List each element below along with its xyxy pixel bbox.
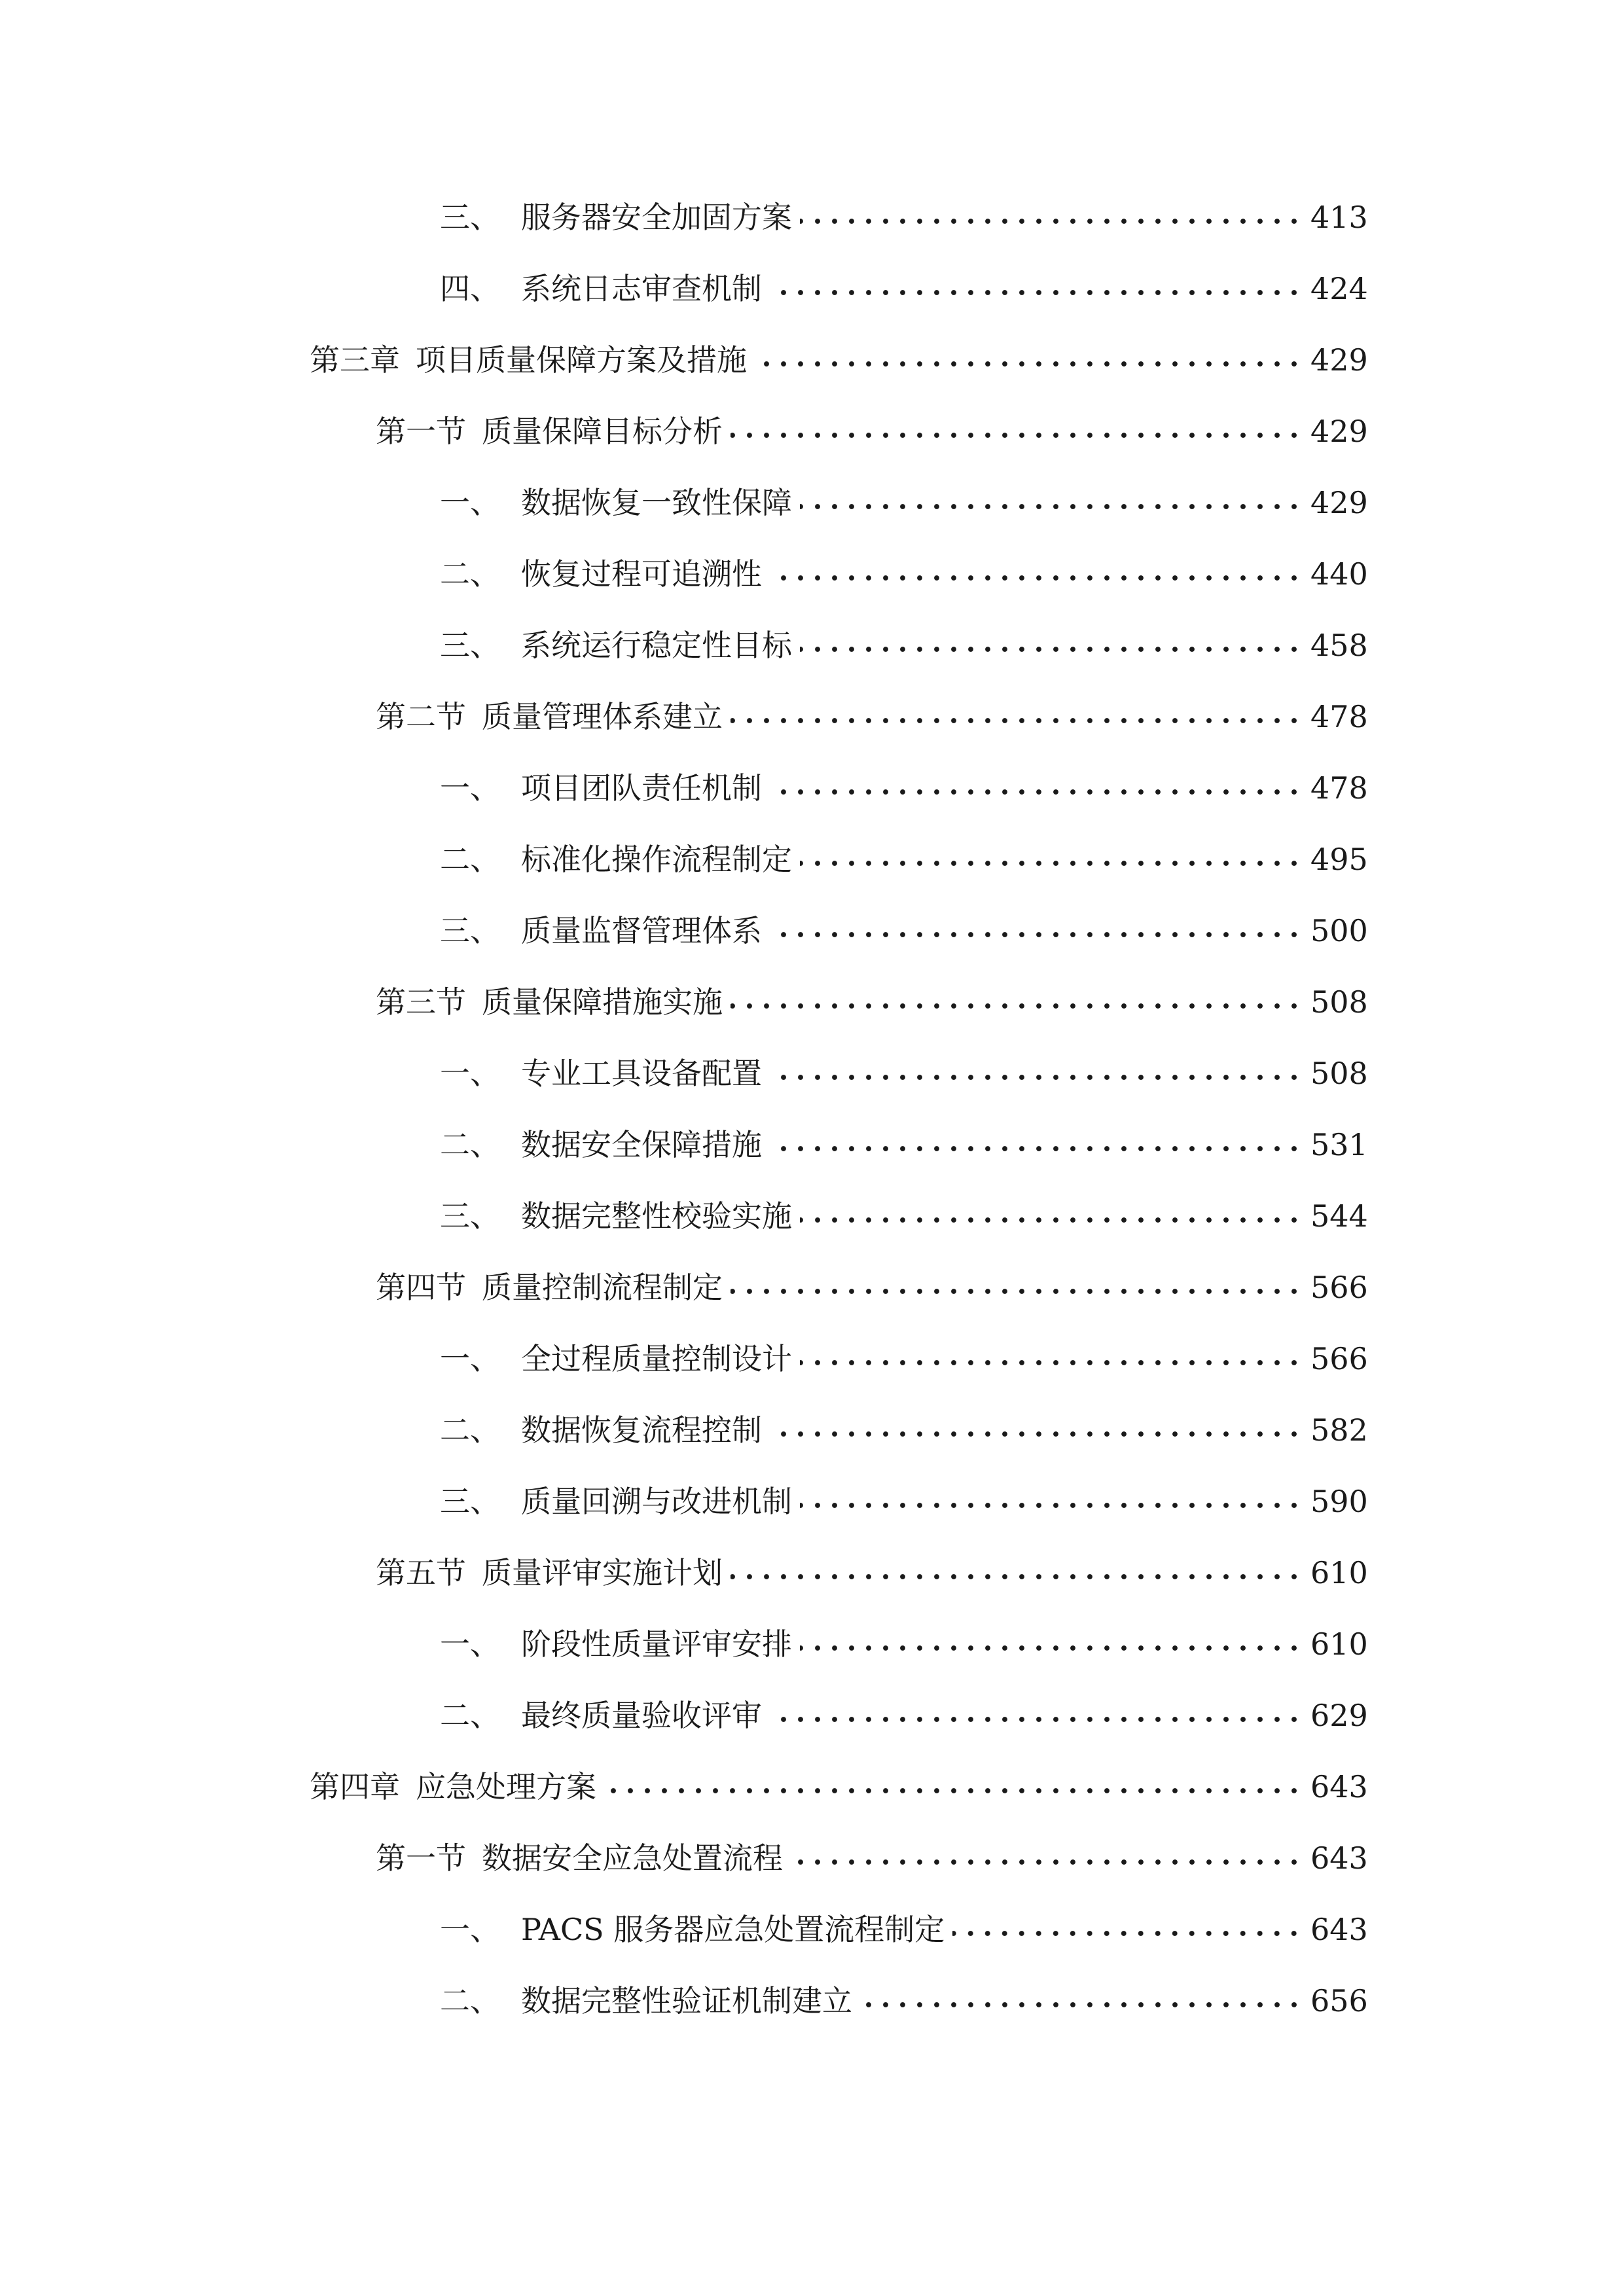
toc-entry-number: 三、 (440, 1484, 500, 1519)
toc-entry-title: 质量控制流程制定 (482, 1270, 723, 1305)
toc-entry-page: 544 (1310, 1198, 1368, 1234)
toc-entry-page: 429 (1310, 485, 1368, 520)
toc-entry-title: 质量回溯与改进机制 (521, 1484, 792, 1519)
toc-entry-page: 643 (1310, 1769, 1368, 1804)
toc-entry[interactable] (376, 1832, 1368, 1884)
toc-entry-title: 全过程质量控制设计 (521, 1341, 792, 1376)
toc-entry-title: 质量保障措施实施 (482, 984, 723, 1020)
toc-entry-page: 643 (1310, 1912, 1368, 1947)
toc-entry[interactable] (376, 976, 1368, 1028)
toc-entry-number: 第一节 (376, 414, 466, 449)
toc-entry-page: 440 (1310, 556, 1368, 592)
dot-leader (770, 925, 1303, 944)
toc-entry-title: 恢复过程可追溯性 (521, 556, 762, 592)
toc-entry-title: 质量监督管理体系 (521, 913, 762, 948)
toc-entry-number: 二、 (440, 1983, 500, 2018)
toc-entry-title: 质量评审实施计划 (482, 1555, 723, 1590)
toc-entry[interactable] (440, 1975, 1368, 2027)
toc-entry[interactable] (440, 1404, 1368, 1456)
toc-entry-number: 一、 (440, 1626, 500, 1662)
toc-entry-page: 429 (1310, 414, 1368, 449)
toc-entry-number: 三、 (440, 628, 500, 663)
toc-entry[interactable] (440, 1618, 1368, 1670)
toc-entry-number: 二、 (440, 842, 500, 877)
toc-entry[interactable] (440, 833, 1368, 886)
dot-leader (731, 425, 1303, 445)
toc-entry-page: 424 (1310, 271, 1368, 306)
toc-entry-number: 三、 (440, 1198, 500, 1234)
toc-entry[interactable] (440, 905, 1368, 957)
toc-entry-title: 数据恢复一致性保障 (521, 485, 792, 520)
toc-entry-page: 643 (1310, 1840, 1368, 1876)
toc-entry-title: 最终质量验收评审 (521, 1698, 762, 1733)
toc-entry[interactable] (440, 1047, 1368, 1100)
toc-entry[interactable] (440, 476, 1368, 529)
dot-leader (860, 1995, 1303, 2015)
toc-entry-number: 一、 (440, 1912, 500, 1947)
toc-entry-number: 一、 (440, 770, 500, 806)
dot-leader (731, 996, 1303, 1016)
toc-entry[interactable] (440, 762, 1368, 814)
toc-entry[interactable] (440, 548, 1368, 600)
toc-entry-number: 第三节 (376, 984, 466, 1020)
toc-entry[interactable] (376, 405, 1368, 457)
toc-entry-title: 质量保障目标分析 (482, 414, 723, 449)
toc-entry-number: 二、 (440, 1698, 500, 1733)
toc-entry-number: 二、 (440, 556, 500, 592)
dot-leader (800, 1210, 1303, 1230)
toc-entry-title: 数据安全应急处置流程 (482, 1840, 783, 1876)
toc-entry-title: 阶段性质量评审安排 (521, 1626, 792, 1662)
toc-entry-number: 第五节 (376, 1555, 466, 1590)
toc-entry-title: 项目团队责任机制 (521, 770, 762, 806)
toc-entry[interactable] (376, 1261, 1368, 1314)
toc-entry-number: 一、 (440, 1056, 500, 1091)
dot-leader (770, 1067, 1303, 1087)
dot-leader (800, 1638, 1303, 1658)
toc-entry-page: 508 (1310, 1056, 1368, 1091)
toc-entry-title: 系统日志审查机制 (521, 271, 762, 306)
toc-entry[interactable] (310, 1761, 1368, 1813)
dot-leader (952, 1924, 1303, 1943)
toc-entry-title: 数据安全保障措施 (521, 1127, 762, 1162)
toc-entry-number: 三、 (440, 200, 500, 235)
toc-entry-page: 566 (1310, 1341, 1368, 1376)
dot-leader (770, 782, 1303, 802)
toc-entry[interactable] (376, 1547, 1368, 1599)
dot-leader (731, 1567, 1303, 1587)
toc-entry[interactable] (440, 619, 1368, 672)
dot-leader (770, 283, 1303, 302)
toc-entry-title: 标准化操作流程制定 (521, 842, 792, 877)
toc-entry-number: 一、 (440, 1341, 500, 1376)
toc-entry-page: 629 (1310, 1698, 1368, 1733)
toc-entry-number: 第四章 (310, 1769, 400, 1804)
dot-leader (800, 497, 1303, 516)
dot-leader (731, 1282, 1303, 1301)
toc-entry-page: 610 (1310, 1555, 1368, 1590)
dot-leader (770, 568, 1303, 588)
dot-leader (755, 354, 1303, 374)
toc-entry-number: 第三章 (310, 342, 400, 378)
toc-entry-page: 429 (1310, 342, 1368, 378)
toc-entry-page: 656 (1310, 1983, 1368, 2018)
toc-entry-page: 500 (1310, 913, 1368, 948)
toc-entry-number: 一、 (440, 485, 500, 520)
toc-entry-page: 531 (1310, 1127, 1368, 1162)
toc-entry-title: 专业工具设备配置 (521, 1056, 762, 1091)
toc-entry[interactable] (376, 691, 1368, 743)
toc-entry-page: 495 (1310, 842, 1368, 877)
dot-leader (770, 1424, 1303, 1444)
toc-entry-number: 第一节 (376, 1840, 466, 1876)
toc-entry-title: 数据恢复流程控制 (521, 1412, 762, 1448)
toc-entry-page: 478 (1310, 770, 1368, 806)
dot-leader (800, 211, 1303, 231)
toc-entry[interactable] (440, 191, 1368, 243)
toc-entry[interactable] (440, 1190, 1368, 1242)
toc-entry-title: 服务器安全加固方案 (521, 200, 792, 235)
toc-entry[interactable] (310, 334, 1368, 386)
toc-entry-title: 项目质量保障方案及措施 (416, 342, 747, 378)
dot-leader (800, 1353, 1303, 1372)
toc-entry-number: 第二节 (376, 699, 466, 734)
toc-entry-page: 610 (1310, 1626, 1368, 1662)
dot-leader (800, 639, 1303, 659)
toc-entry-title: 质量管理体系建立 (482, 699, 723, 734)
toc-entry[interactable] (440, 1119, 1368, 1171)
toc-entry-page: 508 (1310, 984, 1368, 1020)
toc-entry-page: 458 (1310, 628, 1368, 663)
toc-entry-number: 二、 (440, 1127, 500, 1162)
toc-entry-number: 二、 (440, 1412, 500, 1448)
dot-leader (770, 1139, 1303, 1158)
dot-leader (770, 1710, 1303, 1729)
toc-entry-title: PACS 服务器应急处置流程制定 (521, 1912, 945, 1947)
toc-entry[interactable] (440, 1689, 1368, 1742)
toc-entry-title: 数据完整性校验实施 (521, 1198, 792, 1234)
dot-leader (800, 853, 1303, 873)
dot-leader (800, 1496, 1303, 1515)
toc-entry-number: 第四节 (376, 1270, 466, 1305)
toc-entry-page: 566 (1310, 1270, 1368, 1305)
toc-entry[interactable] (440, 262, 1368, 315)
toc-entry-page: 590 (1310, 1484, 1368, 1519)
toc-entry-number: 四、 (440, 271, 500, 306)
dot-leader (604, 1781, 1303, 1801)
toc-entry[interactable] (440, 1903, 1368, 1956)
toc-entry[interactable] (440, 1333, 1368, 1385)
dot-leader (731, 711, 1303, 730)
toc-entry-title: 系统运行稳定性目标 (521, 628, 792, 663)
toc-entry-title: 应急处理方案 (416, 1769, 596, 1804)
toc-entry-page: 582 (1310, 1412, 1368, 1448)
toc-entry-number: 三、 (440, 913, 500, 948)
toc-entry-page: 478 (1310, 699, 1368, 734)
toc-entry-page: 413 (1310, 200, 1368, 235)
dot-leader (791, 1852, 1303, 1872)
toc-entry[interactable] (440, 1475, 1368, 1528)
toc-entry-title: 数据完整性验证机制建立 (521, 1983, 852, 2018)
